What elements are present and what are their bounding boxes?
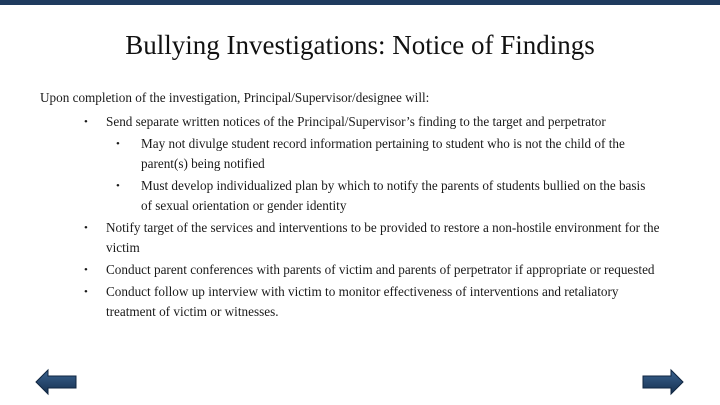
- previous-slide-button[interactable]: [34, 368, 78, 396]
- list-item: [40, 260, 666, 280]
- arrow-right-icon: [641, 368, 685, 396]
- list-item-text: Conduct follow up interview with victim to monitor effectiveness of interventions and retaliatory treatment of victim or witnesses.: [106, 284, 619, 319]
- bullet-marker: •: [84, 286, 88, 298]
- intro-text: Upon completion of the investigation, Principal/Supervisor/designee will:: [40, 90, 430, 105]
- sub-list-item: [40, 134, 651, 174]
- list-item-text: Notify target of the services and interventions to be provided to restore a non-hostile environment for the victim: [106, 220, 660, 255]
- slide-body: [40, 88, 680, 324]
- list-item: [40, 282, 666, 322]
- slide-title: Bullying Investigations: Notice of Findings: [125, 30, 595, 60]
- top-accent-bar: [0, 0, 720, 5]
- next-slide-button[interactable]: [641, 368, 685, 396]
- arrow-left-icon: [34, 368, 78, 396]
- bullet-marker: •: [116, 138, 120, 150]
- list-item-text: Send separate written notices of the Principal/Supervisor’s finding to the target and perpetrator: [106, 114, 606, 129]
- sub-list-item-text: Must develop individualized plan by which to notify the parents of students bullied on the basis of sexual orientation or gender identity: [141, 178, 646, 213]
- bullet-marker: •: [84, 222, 88, 234]
- sub-list-item-text: May not divulge student record information pertaining to student who is not the child of the parent(s) being notified: [141, 136, 625, 171]
- bullet-marker: •: [116, 180, 120, 192]
- bullet-marker: •: [84, 264, 88, 276]
- bullet-marker: •: [84, 116, 88, 128]
- list-item: [40, 218, 666, 258]
- sub-list-item: [40, 176, 651, 216]
- list-item: [40, 112, 666, 132]
- list-item-text: Conduct parent conferences with parents of victim and parents of perpetrator if appropriate or requested: [106, 262, 655, 277]
